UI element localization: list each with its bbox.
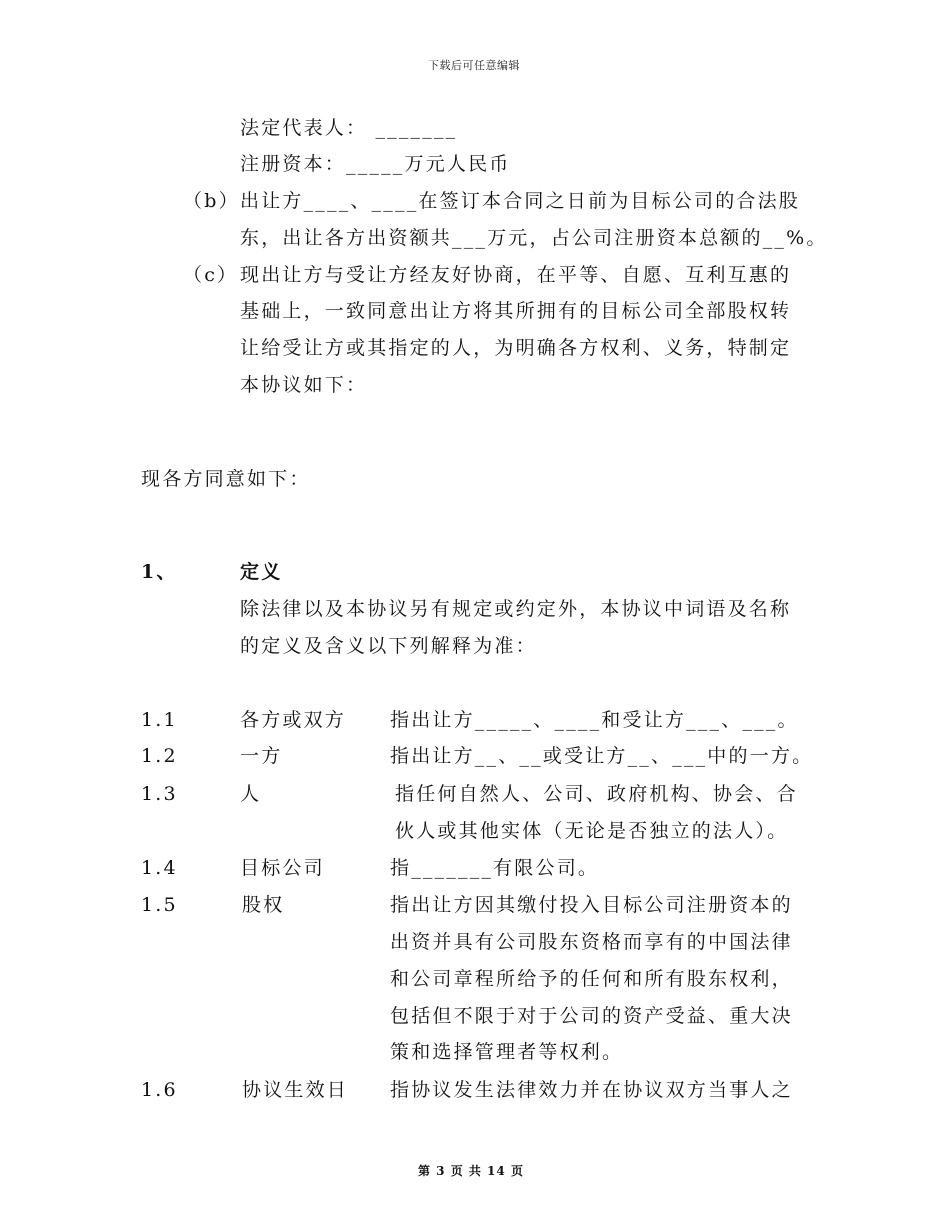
section-1-body-line-1: 除法律以及本协议另有规定或约定外，本协议中词语及名称: [240, 598, 792, 620]
parties-agree-line: 现各方同意如下：: [141, 468, 311, 490]
clause-c-line-4: 本协议如下：: [240, 374, 368, 396]
definition-number: 1.6: [141, 1079, 178, 1101]
definition-term: 人: [240, 783, 262, 805]
clause-b-line-2: 东，出让各方出资额共___万元，占公司注册资本总额的__%。: [240, 227, 828, 249]
definition-text-line: 伙人或其他实体（无论是否独立的法人）。: [395, 820, 789, 842]
definition-text-line: 指协议发生法律效力并在协议双方当事人之: [390, 1079, 793, 1101]
definition-number: 1.3: [141, 783, 178, 805]
clause-c-line-3: 让给受让方或其指定的人，为明确各方权利、义务，特制定: [240, 337, 792, 359]
clause-c-line-2: 基础上，一致同意出让方将其所拥有的目标公司全部股权转: [240, 300, 792, 322]
definition-text-line: 指出让方_____、____和受让方___、___。: [390, 709, 799, 731]
clause-c-line-1: 现出让方与受让方经友好协商，在平等、自愿、互利互惠的: [240, 264, 792, 286]
definition-number: 1.1: [141, 709, 178, 731]
definition-text-line: 出资并具有公司股东资格而享有的中国法律: [390, 931, 793, 953]
definition-term: 各方或双方: [240, 709, 347, 731]
section-1-title: 定义: [240, 561, 283, 583]
clause-b-marker: （b）: [183, 190, 240, 212]
section-1-body-line-2: 的定义及含义以下列解释为准：: [240, 635, 537, 657]
definition-text-line: 指出让方__、__或受让方__、___中的一方。: [390, 745, 814, 767]
section-1-number: 1、: [141, 561, 178, 583]
definition-text-line: 指出让方因其缴付投入目标公司注册资本的: [390, 894, 793, 916]
definition-term: 协议生效日: [242, 1079, 349, 1101]
definition-term: 一方: [240, 745, 283, 767]
definition-text-line: 包括但不限于对于公司的资产受益、重大决: [390, 1005, 793, 1027]
clause-c-marker: （c）: [183, 264, 239, 286]
registered-capital-line: 注册资本：_____万元人民币: [240, 153, 511, 175]
definition-term: 目标公司: [240, 857, 325, 879]
definition-text-line: 和公司章程所给予的任何和所有股东权利，: [390, 968, 793, 990]
definition-text-line: 指任何自然人、公司、政府机构、协会、合: [395, 783, 798, 805]
definition-text-line: 指_______有限公司。: [390, 857, 600, 879]
clause-b-line-1: 出让方____、____在签订本合同之日前为目标公司的合法股: [240, 190, 801, 212]
definition-number: 1.2: [141, 745, 178, 767]
definition-number: 1.4: [141, 857, 178, 879]
definition-term: 股权: [242, 894, 285, 916]
page-number-footer: 第 3 页 共 14 页: [418, 1164, 524, 1178]
page-header-note: 下载后可任意编辑: [428, 59, 520, 72]
definition-number: 1.5: [141, 894, 178, 916]
definition-text-line: 策和选择管理者等权利。: [390, 1041, 624, 1063]
legal-representative-line: 法定代表人： _______: [240, 117, 458, 139]
